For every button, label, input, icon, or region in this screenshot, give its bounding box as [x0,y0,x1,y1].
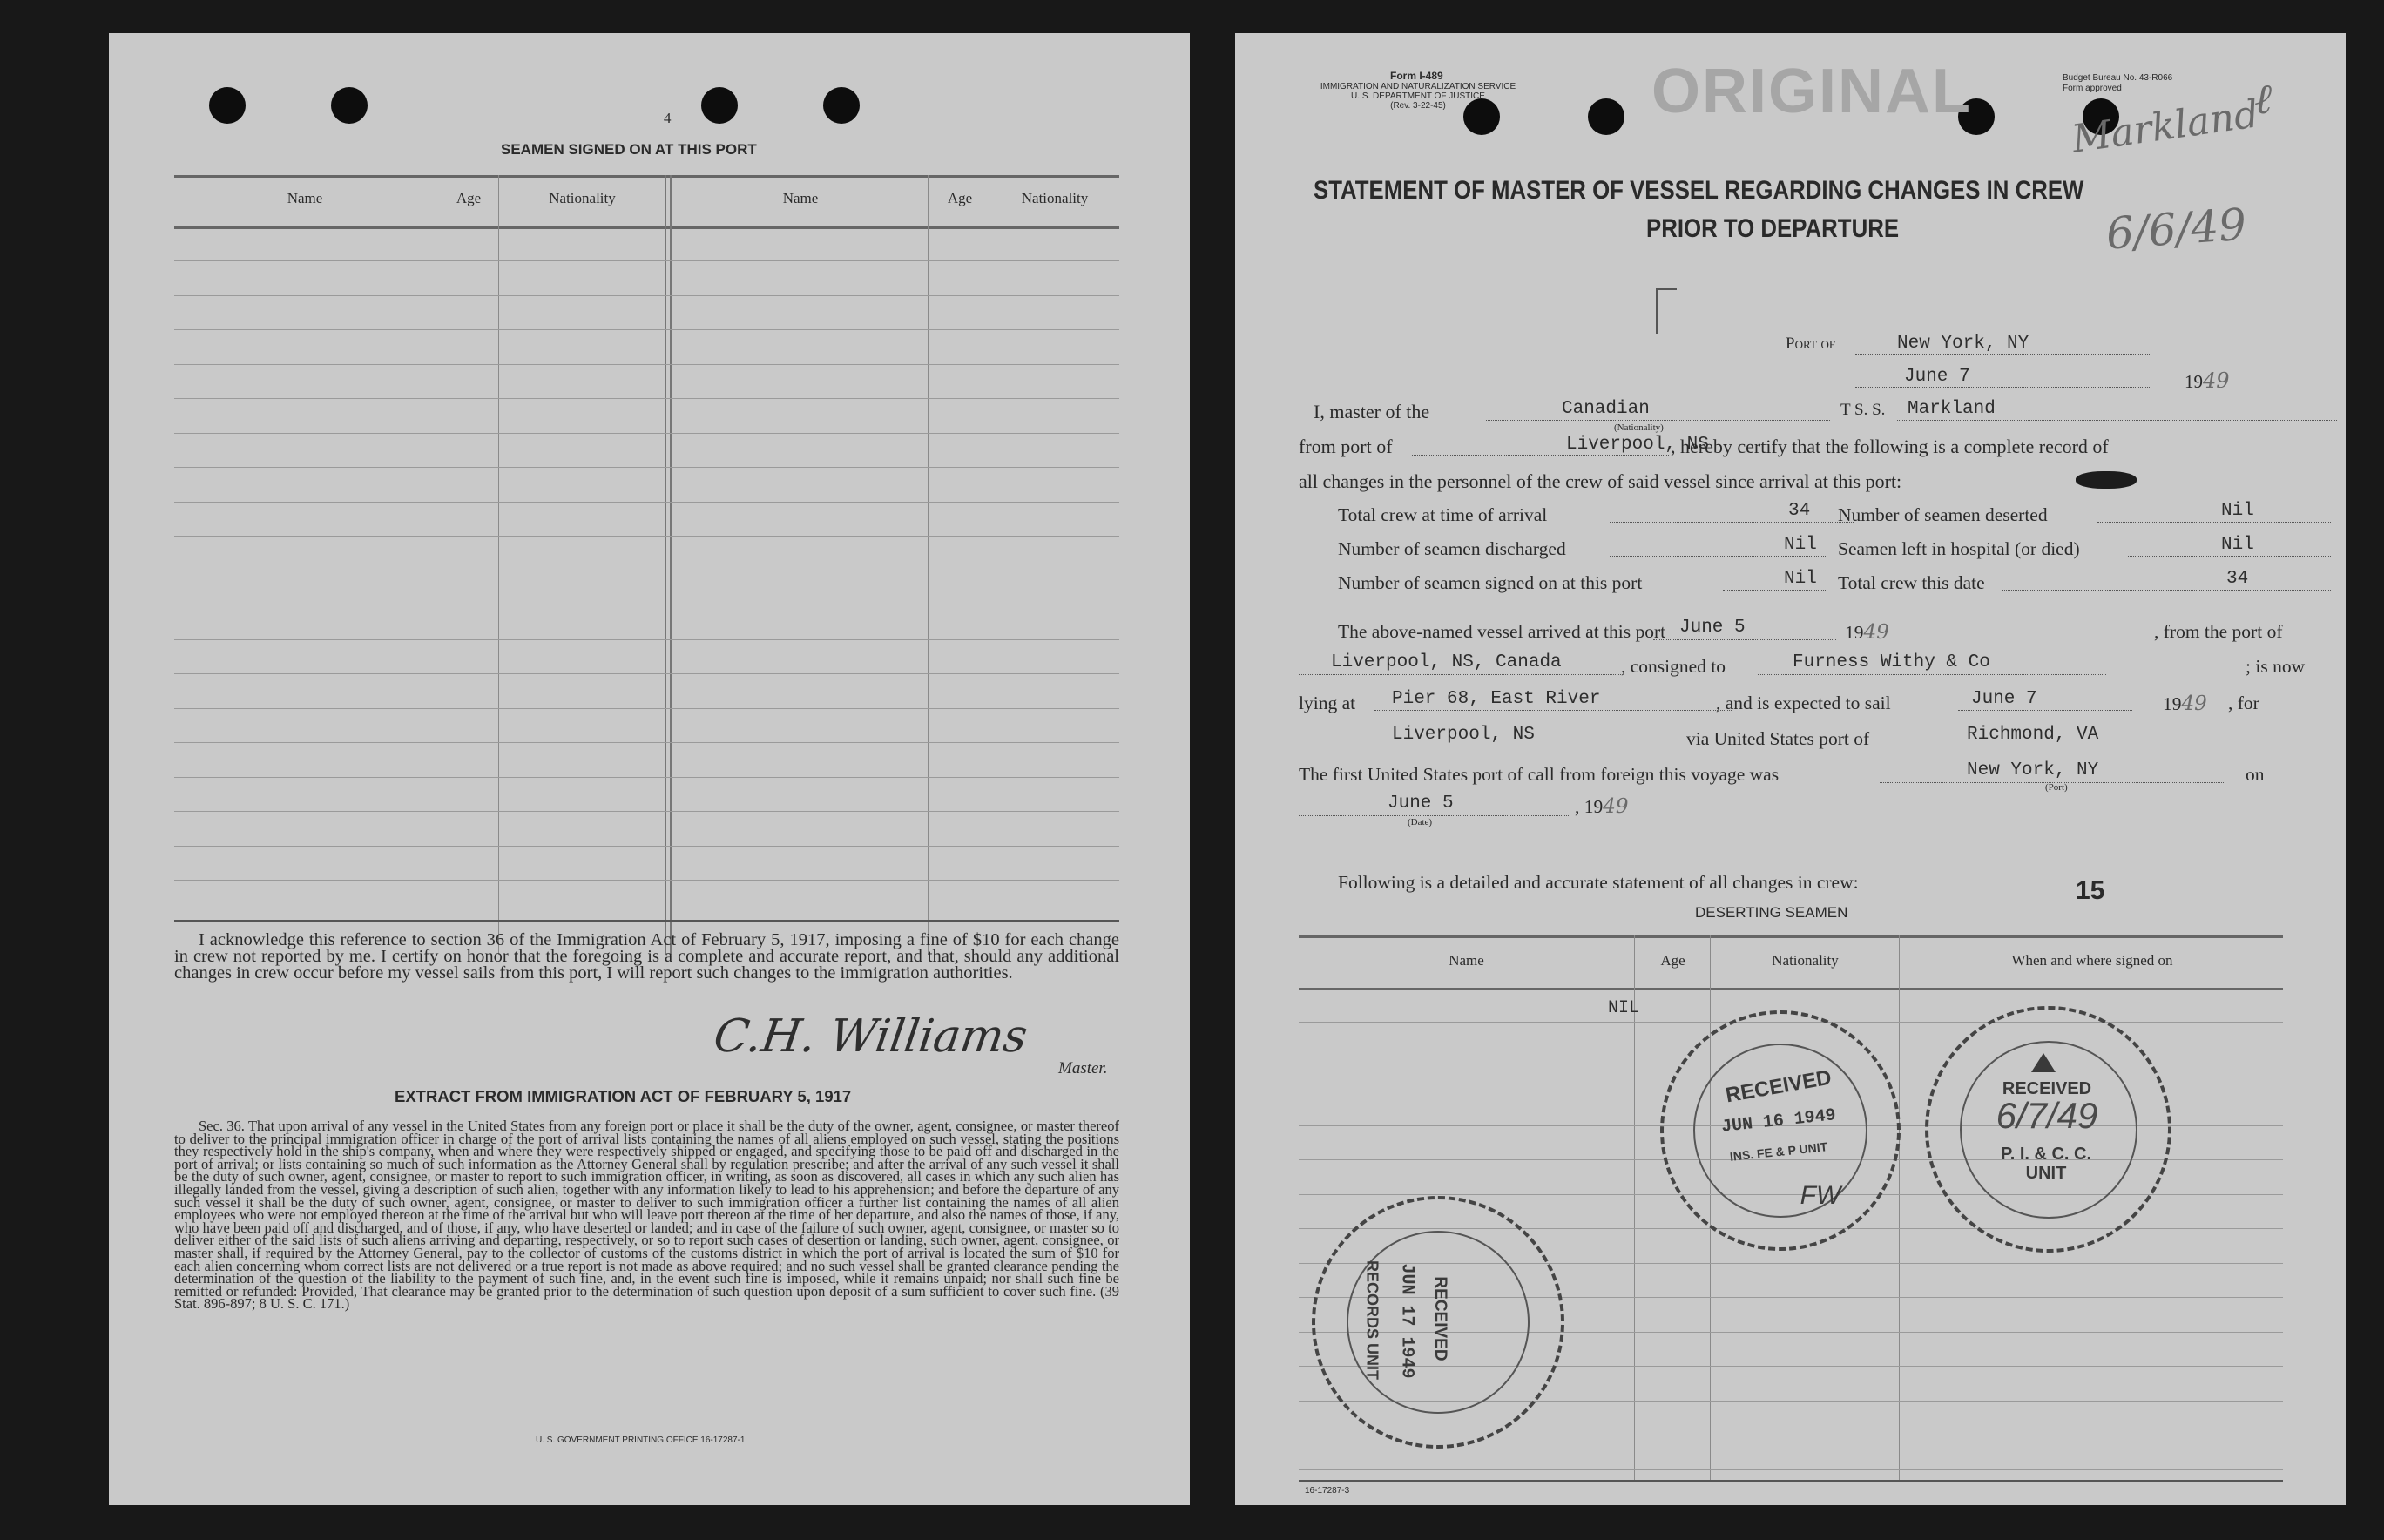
form-id: Form I-489 [1390,70,1443,82]
port-of-label: Port of [1786,334,1836,353]
lying-at: Pier 68, East River [1392,689,1601,709]
table-row-line [174,329,1119,330]
for-label: , for [2228,692,2259,713]
via-label: via United States port of [1686,728,1870,749]
arrived-label: The above-named vessel arrived at this port [1338,621,1666,642]
column-header: Nationality [1021,190,1089,206]
nationality-caption: (Nationality) [1614,422,1664,433]
column-header: Age [1660,952,1685,969]
following-text: Following is a detailed and accurate statement of all changes in crew: [1338,872,1859,893]
destination: Liverpool, NS [1392,725,1535,745]
first-port-date: June 5 [1388,794,1454,814]
stat-value: 34 [2226,569,2249,589]
nationality-value: Canadian [1562,399,1650,419]
left-page [109,33,1190,1505]
stat-label: Total crew at time of arrival [1338,504,1548,525]
arrived-year: 1949 [1845,621,1889,644]
punch-hole [823,87,860,124]
page-number: 4 [664,110,672,126]
punch-hole [1588,98,1624,135]
table-row-line [174,811,1119,812]
table-row-line [174,433,1119,434]
stat-label: Number of seamen discharged [1338,538,1566,559]
table-row-line [174,398,1119,399]
agency-block: IMMIGRATION AND NATURALIZATION SERVICE U. S. DEPARTMENT OF JUSTICE (Rev. 3-22-45) [1320,82,1516,111]
first-port: New York, NY [1967,760,2099,780]
certify-text: , hereby certify that the following is a complete record of [1671,436,2109,457]
stat-label: Number of seamen signed on at this port [1338,572,1643,593]
received-stamp: RECEIVED 6/7/49 P. I. & C. C. UNIT [1925,1006,2171,1253]
consigned-label: , consigned to [1621,656,1726,677]
page-mark: 15 [2076,876,2105,905]
changes-line: all changes in the personnel of the crew of said vessel since arrival at this port: [1299,470,1902,492]
received-stamp: RECEIVED JUN 16 1949 INS. FE & P UNIT FW [1660,1010,1901,1251]
printing-office: U. S. GOVERNMENT PRINTING OFFICE 16-17287-1 [536,1435,746,1445]
vessel-prefix: T S. S. [1840,401,1886,419]
master-of-label: I, master of the [1314,401,1430,422]
column-header: Name [1449,952,1484,969]
table-row-line [174,880,1119,881]
handwritten-date: 6/6/49 [2104,199,2248,260]
arrived-from: Liverpool, NS, Canada [1331,652,1562,672]
stat-label: Number of seamen deserted [1838,504,2048,525]
bracket-mark [1656,288,1677,334]
table-row-line [174,708,1119,709]
extract-text: Sec. 36. That upon arrival of any vessel in the United States from any foreign port or place it shall be the duty of the owner, agent, consignee, or master thereof to deliver to the principal immigration officer in charge of the port of arrival lists containing the names of all aliens employed on such vessel, stating the positions they respectively hold in the ship's company, when and where they were respectively shipped or engaged, and specifying those to be paid off and discharged in the port of arrival; or lists containing so much of such information as the Attorney General shall by regulation prescribe; and after the arrival of any such vessel it shall be the duty of such owner, agent, consignee, or master to report to such immigration officer, in writing, as soon as discovered, all cases in which any such alien has illegally landed from the vessel, giving a description of such alien, together with any information likely to lead to his apprehension; and before the departure of any such vessel it shall be the duty of such owner, agent, consignee, or master to deliver to such immigration officer a further list containing the names of all alien employees who were not employed thereon at the time of the arrival but who will leave port thereon at the time of her departure, and also the names of those, if any, who have been paid off and discharged, and of those, if any, who have deserted or landed; and in case of the failure of such owner, agent, consignee, or master so to deliver either of the said lists of such aliens arriving and departing, respectively, or so to report such cases of desertion or landing, such owner, agent, consignee, or master shall, if required by the Attorney General, pay to the collector of customs of the customs district in which the port of arrival is located the sum of $10 for each alien concerning whom correct lists are not delivered or a true report is not made as above required; and no such vessel shall be granted clearance pending the determination of the question of the liability to the payment of such fine, and, in the event such fine is imposed, while it remains unpaid; nor shall such fine be remitted or refunded: Provided, That clearance may be granted prior to the determination of such question upon deposit of a sum sufficient to cover such fine. (39 Stat. 896-897; 8 U. S. C. 171.) [174,1118,1119,1313]
column-header: Age [456,190,482,206]
handwritten-mark: ℓ [2254,75,2272,124]
section-title: SEAMEN SIGNED ON AT THIS PORT [501,141,757,158]
master-signature: C.H. Williams [710,1010,1031,1063]
stat-label: Seamen left in hospital (or died) [1838,538,2080,559]
stat-value: Nil [2221,501,2254,521]
column-header: Name [782,190,819,206]
table-row-line [174,295,1119,296]
original-stamp: ORIGINAL [1651,57,1972,126]
arrived-date: June 5 [1679,618,1746,638]
acknowledgment-text: I acknowledge this reference to section 36 of the Immigration Act of February 5, 1917, imposing a fine of $10 for each change in crew not reported by me. I certify on honor that the foregoing is a complete and accurate report, and that, should any additional changes in crew occur before my vessel sails from this port, I will report such changes to the immigration authorities. [174,930,1119,983]
budget-block: Budget Bureau No. 43-R066 Form approved [2063,73,2173,93]
vessel-name: Markland [1908,399,1996,419]
stat-value: Nil [1784,535,1817,555]
year-field: 1949 [2185,368,2230,393]
via-port: Richmond, VA [1967,725,2099,745]
expected-label: , and is expected to sail [1716,692,1891,713]
printing-code: 16-17287-3 [1305,1486,1350,1496]
column-header: When and where signed on [2011,952,2173,969]
table-row-line [1299,1469,2283,1470]
port-of-value: New York, NY [1897,334,2029,354]
table-row-line [174,742,1119,743]
column-header: Name [287,190,323,206]
table-row-line [174,536,1119,537]
table-row-line [174,846,1119,847]
stat-value: 34 [1788,501,1811,521]
table-row-line [174,777,1119,778]
signature-caption: Master. [1058,1059,1108,1077]
stat-value: Nil [2221,535,2254,555]
deserting-entry: NIL [1608,998,1640,1018]
redaction-mark [2076,471,2137,489]
deserting-title: DESERTING SEAMEN [1695,904,1848,921]
stat-label: Total crew this date [1838,572,1985,593]
stat-value: Nil [1784,569,1817,589]
received-stamp: RECEIVED JUN 17 1949 RECORDS UNIT [1312,1196,1564,1449]
punch-hole [331,87,368,124]
sail-year: 1949 [2163,692,2207,715]
lying-at-label: lying at [1299,692,1356,713]
punch-hole [701,87,738,124]
right-page [1235,33,2346,1505]
is-now: ; is now [2246,656,2306,677]
consignee: Furness Withy & Co [1793,652,1990,672]
extract-title: EXTRACT FROM IMMIGRATION ACT OF FEBRUARY 5, 1917 [395,1087,852,1105]
column-header: Age [947,190,973,206]
table-row-line [174,467,1119,468]
first-port-label: The first United States port of call from foreign this voyage was [1299,764,1780,785]
table-row-line [174,639,1119,640]
date-value: June 7 [1904,367,1970,387]
table-row-line [174,260,1119,261]
column-header: Nationality [1772,952,1839,969]
on-label: on [2246,764,2265,785]
port-caption: (Port) [2045,782,2068,793]
table-row-line [174,364,1119,365]
first-port-year: , 1949 [1575,795,1629,818]
sail-date: June 7 [1971,689,2037,709]
form-title: STATEMENT OF MASTER OF VESSEL REGARDING CHANGES IN CREW [1314,176,2084,205]
punch-hole [209,87,246,124]
form-subtitle: PRIOR TO DEPARTURE [1646,214,1900,243]
from-the-port: , from the port of [2154,621,2283,642]
date-caption: (Date) [1408,817,1433,827]
table-row-line [174,673,1119,674]
from-port-label: from port of [1299,436,1393,457]
column-header: Nationality [549,190,616,206]
handwritten-name: Markland [2069,91,2262,162]
from-port-value: Liverpool, NS [1566,435,1709,455]
table-row-line [174,502,1119,503]
